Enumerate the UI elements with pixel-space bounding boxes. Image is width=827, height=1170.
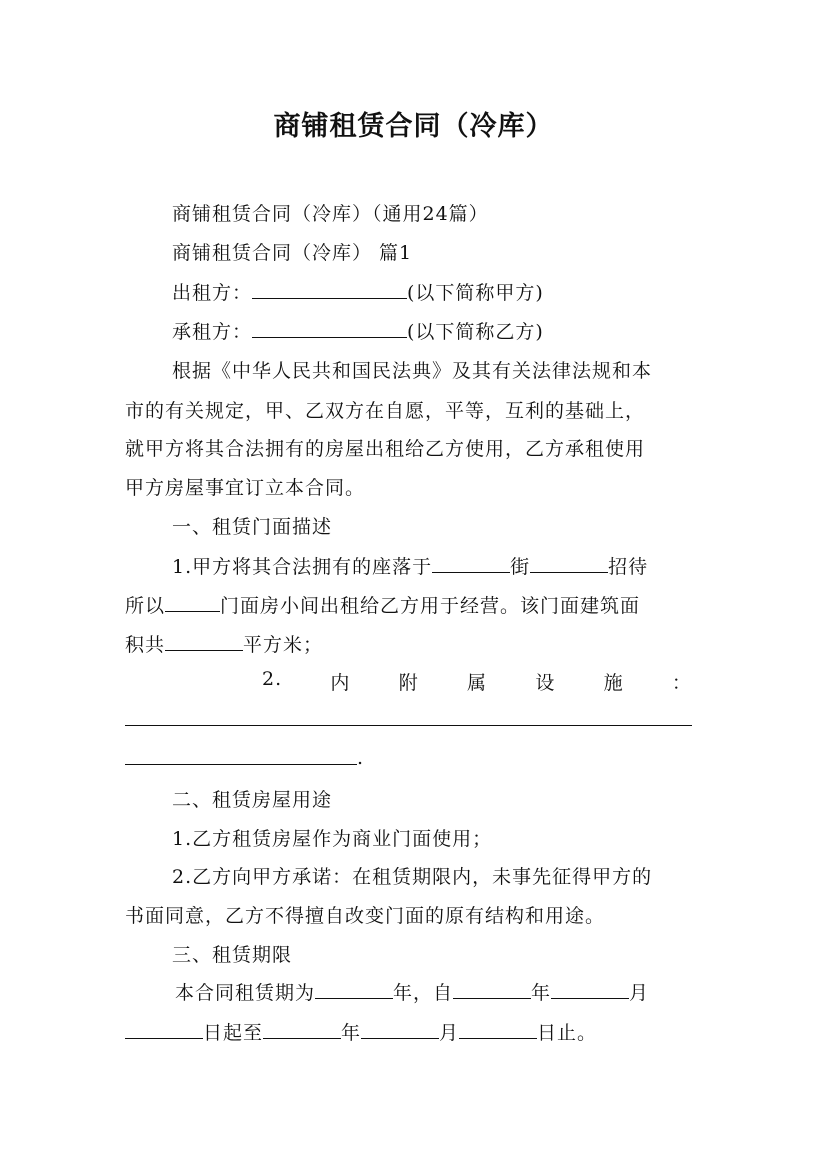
- s1-item1-area-unit: 平方米；: [243, 634, 324, 656]
- lessee-label: 承租方：: [172, 321, 253, 343]
- s1-item2-char: 属: [467, 672, 488, 694]
- s3-end-month-label: 月: [439, 1022, 460, 1044]
- s1-item2-char: 附: [398, 672, 419, 694]
- lessor-suffix: (以下简称甲方): [407, 282, 544, 304]
- s3-until-label: 日起至: [203, 1022, 264, 1044]
- s3-year-label: 年: [531, 982, 552, 1004]
- street-blank[interactable]: [432, 555, 510, 573]
- s1-item1-street: 街: [510, 556, 531, 578]
- s1-item1-text: 1.甲方将其合法拥有的座落于: [172, 556, 433, 578]
- s1-item2-char: 内: [330, 672, 351, 694]
- s2-item2-line1: 2.乙方向甲方承诺：在租赁期限内，未事先征得甲方的: [172, 866, 653, 888]
- facilities-blank-2[interactable]: [125, 764, 357, 765]
- subtitle: 商铺租赁合同（冷库）（通用24篇）: [172, 203, 489, 225]
- s1-item1-line2: [125, 591, 705, 618]
- intro-line-1: 根据《中华人民共和国民法典》及其有关法律法规和本: [172, 360, 653, 382]
- s1-item1-guesthouse: 招待: [608, 556, 649, 578]
- section-2-heading: 二、租赁房屋用途: [172, 789, 333, 811]
- facilities-blank-1[interactable]: [125, 725, 692, 726]
- intro-line-4: 甲方房屋事宜订立本合同。: [125, 477, 366, 499]
- lessor-blank[interactable]: [252, 281, 407, 299]
- s3-term-label: 本合同租赁期为: [175, 982, 316, 1004]
- s1-item1-suo: 所以: [125, 595, 166, 617]
- area-blank[interactable]: [165, 633, 243, 651]
- end-day-blank[interactable]: [459, 1021, 537, 1039]
- section-3-heading: 三、租赁期限: [172, 944, 293, 966]
- end-month-blank[interactable]: [361, 1021, 439, 1039]
- term-years-blank[interactable]: [315, 981, 393, 999]
- section-1-heading: 一、租赁门面描述: [172, 516, 333, 538]
- lessee-suffix: (以下简称乙方): [407, 321, 544, 343]
- chapter-heading: 商铺租赁合同（冷库） 篇1: [172, 242, 413, 264]
- s3-end-year-label: 年: [341, 1022, 362, 1044]
- s1-item1-room: 门面房小间出租给乙方用于经营。该门面建筑面: [220, 595, 641, 617]
- end-year-blank[interactable]: [263, 1021, 341, 1039]
- start-day-blank[interactable]: [125, 1021, 203, 1039]
- s3-line2: [125, 1018, 705, 1045]
- s1-item1-line1: [172, 552, 752, 579]
- facilities-end: .: [357, 747, 365, 769]
- s2-item2-line2: 书面同意，乙方不得擅自改变门面的原有结构和用途。: [125, 905, 606, 927]
- s1-item1-area-label: 积共: [125, 634, 166, 656]
- s1-item2-char: 施: [603, 672, 624, 694]
- s2-item1: 1.乙方租赁房屋作为商业门面使用；: [172, 828, 493, 850]
- s3-line1: [175, 978, 755, 1005]
- intro-line-2: 市的有关规定，甲、乙双方在自愿，平等，互利的基础上，: [125, 400, 646, 422]
- lessor-label: 出租方：: [172, 282, 253, 304]
- start-year-blank[interactable]: [453, 981, 531, 999]
- start-month-blank[interactable]: [551, 981, 629, 999]
- lessor-line: [172, 278, 752, 305]
- s1-item2-char: 2.: [262, 668, 283, 690]
- document-title: 商铺租赁合同（冷库）: [273, 111, 554, 142]
- s1-item1-line3: [125, 630, 705, 657]
- intro-line-3: 就甲方将其合法拥有的房屋出租给乙方使用，乙方承租使用: [125, 438, 646, 460]
- s3-month-label: 月: [629, 982, 650, 1004]
- s3-end-day-label: 日止。: [537, 1022, 598, 1044]
- room-blank[interactable]: [165, 594, 220, 612]
- s1-item2-heading: [262, 668, 692, 695]
- guesthouse-blank[interactable]: [530, 555, 608, 573]
- s1-item2-char: ：: [671, 672, 692, 694]
- s1-item2-char: 设: [535, 672, 556, 694]
- lessee-blank[interactable]: [252, 320, 407, 338]
- s3-from-label: 年，自: [393, 982, 454, 1004]
- lessee-line: [172, 317, 752, 344]
